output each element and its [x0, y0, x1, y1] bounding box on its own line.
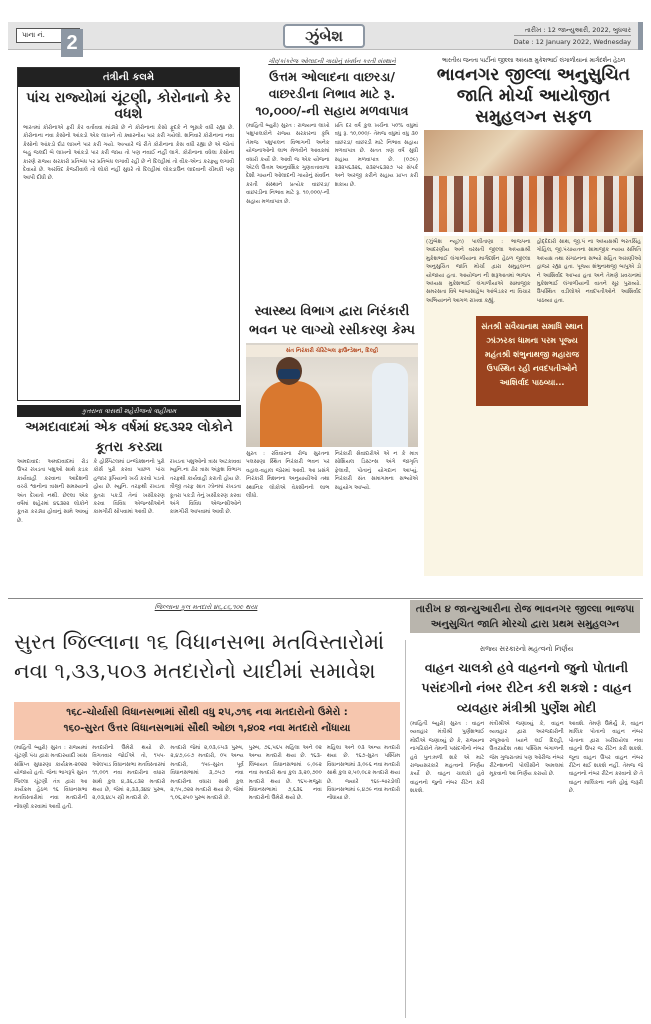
editorial-section-title: તંત્રીની કલમે [18, 68, 239, 87]
column-divider [405, 640, 406, 1018]
bhavnagar-photo [424, 130, 643, 232]
bhavnagar-headline: ભાવનગર જીલ્લા અનુસુચિત જાતિ મોર્ચા આયોજીત સમુહલગ્ન સફળ [436, 65, 631, 127]
dog-body-col1: અમદાવાદ: અમદાવાદમાં રોડ ઉપર રખડતા પશુઓ સાથે કડક કાર્યવાહી કરવાના આદેશની વચ્ચે શ્વાનોના ત્રાસની સમસ્યાનો અંત દેખાતો નથી. છેલ્લા એક વર્ષમાં શહેરમાં ૪૬૩૨૨ લોકોને કૂતરા કરડ્યા હોવાનું સામે આવ્યું છે. [17, 459, 89, 524]
vehicle-body-col1: (માહિતી બ્યુરો) સુરત : વાહન વ્યવહાર મંત્રીશ્રી પુર્ણેશભાઈ મોદીએ જણાવ્યું છે કે, રાજ્યના નાગરિકોને તેમની પસંદગીનો નંબર હવે પુન:મળી શકે એ માટે રાજ્યસરકારે મહત્વનો નિર્ણય કર્યો છે. વાહન ચાલકો હવે વાહનનો જુનો નંબર રીટેન કરી શકશે. [410, 721, 485, 795]
dog-kicker: કુતરાના ત્રાસથી શહેરીજનો ત્રાહીમામ [17, 405, 241, 417]
date-accent-bar [638, 22, 643, 50]
date-gujarati: તારીખ : 12 જાન્યુઆરી, 2022, બુધવાર [514, 25, 631, 36]
newspaper-logo: ઝુંબેશ [283, 24, 365, 48]
date-english: Date : 12 January 2022, Wednesday [513, 38, 631, 46]
dog-body-col2: કે હોસ્પિટલમાં ઇન્જેક્શનનો પુરો કોર્સ પુરો કરવા પાછળ પાંચ હજાર રૂપિયાનો ખર્ચ કરવો પડતો હોય છે. મ્યુનિ. તરફથી રખડતા કૂતરા પકડી તેનાં ખસીકરણ કરવા વિવિધ એજન્સીઓને કામગીરી સોંપવામાં આવી છે. [93, 459, 165, 516]
page-number: 2 [61, 29, 83, 57]
dog-body-col3: રખડતા પશુઓનો ત્રાસ અટકાવવા મ્યુનિ.ના ઢોર ત્રાસ અંકુશ વિભાગ તરફથી કાર્યવાહી કરાતી હોય છે. ત્રીજી તરફ સાત ઝોનમાં રખડતા કૂતરા પકડી તેનું ખસીકરણ કરવા અંગે વિવિધ એજન્સીઓને કામગીરી આપવામાં આવી છે. [169, 459, 241, 516]
surat-subhead-line1: ૧૬૮-ચોર્યાસી વિધાનસભામાં સૌથી વધુ ૨૫,૭૧૬ નવા મતદારોનો ઉમેરો : [66, 707, 348, 718]
surat-voters-body [14, 744, 400, 1014]
cow-body-col2: પ્રતિ દર વર્ષ કુલ ખર્ચના ૫૦% વધુમાં વધુ રૂ. ૧૦,૦૦૦/- તેમજ વધુમાં વધુ ૩૦ વાછરડા/ વાછરડી માટે નિભાવ સહાય મળવાપાત્ર છે. સતત ત્રણ વર્ષ સુધી સહાય મળવાપાત્ર છે. (૦૭૯) ૨૩૨૫૬૩૨૬, ૨૩૨૫૬૩૨૭ પર સંપર્ક અને અરજી કરીને સહાય પ્રાપ્ત કરી શકાય છે. [334, 123, 418, 188]
bhavnagar-kicker: ભારતીય જનતા પાર્ટીનાં જીલ્લા અધ્યક્ષ મુકેશભાઈ લંગાળીયાનાં માર્ગદર્શન હેઠળ [441, 58, 626, 64]
surat-body-col2: મતદારોનો ઉમેરો થયો છે. વિગતવાર જોઈએ તો, ૧૫૫-ઓલપાડ વિધાનસભા મતવિસ્તારમાં ૧૧,૦૦૧ નવા મતદારોના વધારા સાથે કુલ ૪,૩૬,૮૩૨ મતદારો થયા છે, જેમાં ૨,૩૩,૩૪૪ પુરુષ, ૨,૦૩,૪૮૫ સ્ત્રી મતદારો છે. [92, 745, 166, 802]
date-block [514, 25, 631, 47]
vehicle-body-col2: મંત્રીશ્રીએ જણાવ્યું કે, વાહન વ્યવહાર દ્વારા અરજદારોની રજૂઆતો ધ્યાને લઈ દિલ્હી, ઉત્તરપ્રદેશ તથા પશ્ચિમ બંગાળની જેમ ગુજરાતમાં પણ ઓરીજ નંબર રીટેન્શનની પોલીસીને અમલમાં મૂકવાનો આ નિર્ણય કરાયો છે. [489, 721, 564, 778]
cow-headline: ઉત્તમ ઓલાદના વાછરડા/વાછરડીના નિભાવ માટે રૂ. ૧૦,૦૦૦/-ની સહાય મળવાપાત્ર [255, 69, 409, 118]
dog-headline: અમદાવાદમાં એક વર્ષમાં ૪૬૩૨૨ લોકોને કૂતરા કરડ્યા [25, 420, 233, 455]
surat-body-col4: પુરુષ, ૭૬,૫૬૫ મહિલા અને ૦૨ અન્ય મતદારો થયા છે. ૧૬૩-લિંબાયત વિધાનસભામાં ૯,૦૯૨ નવા મતદારો થતા કુલ ૩,૨૦,૭૦૦ મતદારો થયા છે. ૧૬૫-મજુરા વિધાનસભામાં ૭,૬૩૬ નવા મતદારોનો ઉમેરો થયો છે. [248, 745, 322, 802]
vehicle-kicker: રાજ્ય સરકારનો મહત્વનો નિર્ણય [479, 645, 574, 653]
surat-body-col3: મતદારો જેમાં ૨,૦૩,૯૫૩ પુરુષ, ૨,૪૭,૯૯૭ મતદારો, ૦૫ અન્ય મતદારો, ૧૫૯-સુરત પૂર્વ વિધાનસભામાં ૩,૭૫૭ નવા મતદારોના વધારા સાથે કુલ ૨,૧૫,૭૨૨ મતદારો થયા છે, જેમાં ૧,૦૬,૨૫૦ પુરુષ મતદારો છે. [170, 745, 244, 802]
masthead [8, 22, 643, 54]
photo-nurse-figure [372, 363, 408, 447]
page-label: પાના નં. [22, 31, 45, 39]
editorial-body: ભારતમાં કોરોનાએ ફરી કેર વર્તાવવા માંડ્યો છે ને કોરોનાના કેસો ફૂદકે ને ભૂસકે વધી રહ્યા છે. કોરોનાના નવા કેસોનો આંકડો એક લાખને તો ક્યારનોય પાર કરી ગયેલો. શનિવારે કોરોનાના નવા કેસોનો આંકડો દોઢ લાખને પાર કરી ગયો. અત્યારે જે રીતે કોરોનાના કેસ વધી રહ્યા છે એ જોતાં બહુ જલદી બે લાખનો આંકડો પાર કરી જાય તો પણ નવાઈ નહીં લાગે. કોરોનાના વધેલા કેસોના કારણે રાજ્ય સરકારો પ્રતિબંધ પર પ્રતિબંધ લગાવી રહી છે ને દિલ્હીમાં તો વીક-એન્ડ કરફ્યુ લગાવી દેવાયો છે. અરવિંદ કેજરીવાલે તો લોકો નહીં સુધરે તો દિલ્હીમાં લોકડાઉન લાદવાની ચીમકી પણ આપી દીધી છે. [23, 125, 234, 182]
cow-kicker: ગીર/કાંકરેજ ઓલાદની ગાયોનું સંવર્ધન કરતી સંસ્થાને [268, 58, 396, 65]
bhavnagar-body-col2: હોદ્દેદારો સાથ, જી.પં ના અધ્યક્ષશ્રી ભરતસિંહ ગોહિલ, જી.પંચાયતના સામાજીક ન્યાય સમિતિ અધ્યક્ષ તથા સંગઠનના સભ્યો સહિત અગ્રણીઓ હાજર રહ્યા હતા. પૂજ્ય શંભુનાથજી બાપુએ ડો ને આશિર્વાદ આપ્યા હતા અને તેમણે પ્રવચનમાં મુકેશભાઈ લંગાળીયાની વાતને સૂર પુરાવ્યો. ઉપસ્થિત વડીલોએ નવદંપતીઓને આશિર્વાદ પાઠવ્યા હતા. [536, 239, 641, 304]
photo-face-mask [278, 369, 300, 379]
health-body-col1: સુરત : રવિવારના રોજ સુરતના પલસાણા સ્થિત નિરંકારી ભવન પર વહાલ-વહાલ જોરમાં આવી. આ પ્રસંગે નિરંકારી મિશનના અનુયાયીઓ તથા સ્થાનિક લોકોએ વેક્સીનનો લાભ લીધો. [246, 451, 330, 500]
health-body-col2: નિરંકારી સેવાદારોએ એ ન કે માત્ર સોશિયલ ડિસ્ટન્સ અંગે જાગૃતિ ફેલાવી, પોતાનું યોગદાન આપ્યું. નિરંકારી સંત સમાગમના સભ્યોએ સહયોગ આપ્યો. [334, 451, 418, 491]
photo-man-figure [260, 381, 322, 447]
surat-subhead-line2: ૧૬૦-સુરત ઉત્તર વિધાનસભામાં સૌથી ઓછા ૧,૪૦૨ નવા મતદારો નોંધાયા [63, 723, 351, 734]
surat-kicker: જિલ્લાના કુલ મતદારો ૪૬,૮૬,૧૦૯ થયા [154, 603, 258, 611]
editorial-headline: પાંચ રાજ્યોમાં ચૂંટણી, કોરોનાનો કેર વધશે [26, 90, 231, 122]
editorial-article [17, 67, 240, 401]
bhavnagar-callout: સંતશ્રી સવૈયાનાથ સમાધિ સ્થાન ઝાંઝરકા ધામના પરમ પૂજ્ય મહંતશ્રી શંભુનાથજી મહારાજ ઉપસ્થિત રહી નવદંપતીઓને આશિર્વાદ પાઠવ્યા... [476, 316, 588, 406]
bhavnagar-body-col1: (ઝુંબેશ ન્યૂઝ) પાલીતાણા : ભાજપના આદરણીય અને વરસતી જીલ્લા અધ્યક્ષશ્રી મુકેશભાઈ લંગાળીયાના માર્ગદર્શન હેઠળ જીલ્લા અનુસુચિત જાતિ મોર્ચા દ્વારા સમુહલગ્ન યોજાયા હતા. આયોજન ની શરૂઆતમાં ભાજપ અધ્યક્ષ મુકેશભાઈ લંગાળીયાએ સામાજીક સમરસતા વિષે બાબાસાહેબ આંબેડકર ના વિચાર અભિયાનને આગળ રાખવા કહ્યું. [426, 239, 531, 304]
surat-body-col5: મહિલા અને ૦૩ અન્ય મતદારો થયા છે. ૧૬૭-સુરત પશ્ચિમ વિધાનસભામાં ૩,૦૯૬ નવા મતદારો સાથે કુલ ૨,૫૦,૦૮૨ મતદારો થયા છે. જ્યારે ૧૬૯-બારડોલી વિધાનસભામાં ૯,૪૭૯ નવા મતદારો નોંધાયા છે. [326, 745, 401, 802]
photo-crowd [424, 176, 643, 232]
surat-body-col1: (માહિતી બ્યુરો) સુરત : રાજ્યમાં ચૂંટણી પંચ દ્વારા મતદારયાદી ખાસ સંક્ષિપ્ત સુધારણા કાર્યક્રમ-૨૦૨૨ યોજાયો હતો. જેના ભાગરૂપે સુરત જિલ્લા ચૂંટણી તંત્ર દ્વારા આ કાર્યક્રમ હેઠળ ૧૬ વિધાનસભા મતવિસ્તારોમાં નવા મતદારોની નોંધણી કરવામાં આવી હતી. [14, 745, 88, 810]
bhavnagar-banner: તારીખ ૪ જાન્યુઆરીના રોજ ભાવનગર જીલ્લા ભાજપા અનુસુચિત જાતિ મોરચો દ્વારા પ્રથમ સમુહલગ્ન [410, 600, 640, 633]
vehicle-number-article [410, 720, 643, 1014]
health-headline: સ્વાસ્થ્ય વિભાગ દ્વારા નિરંકારી ભવન પર લાગ્યો રસીકરણ કેમ્પ [249, 304, 415, 338]
dog-bite-article [17, 455, 241, 596]
surat-headline [14, 628, 404, 686]
cow-subsidy-article [246, 58, 418, 322]
surat-subheadline [14, 702, 400, 740]
page-number-box [16, 28, 80, 54]
vehicle-body-col3: આવશે. તેમણે ઉમેર્યું કે, વાહન માલિક પોતાનો વાહન નંબર પોતાના દ્વારા ખરીદાયેલા નવા વાહનો ઉપર જ રીટેન કરી શકશે. જૂના વાહન ઉપર વાહન નંબર રીટેન થઈ શકશે નહીં. તેમજ જે વાહનનો નંબર રીટેન કરવાનો છે તે વાહન માલિકના નામે હોવું જરૂરી છે. [568, 721, 643, 795]
surat-headline-line1: સુરત જિલ્લાના ૧૬ વિધાનસભા મતવિસ્તારોમાં [14, 630, 385, 654]
vaccination-camp-article [246, 302, 418, 600]
vehicle-headline: વાહન ચાલકો હવે વાહનનો જુનો પોતાની પસંદગીનો નંબર રીટેન કરી શકશે : વાહન વ્યવહાર મંત્રીશ્રી પુર્ણેશ મોદી [421, 660, 632, 715]
section-divider [8, 598, 643, 599]
cow-body-col1: (માહિતી બ્યુરો) સુરત : રાજ્યના લાખો પશુપાલકોને રાજ્ય સરકારના કૃષિ તેમજ પશુપાલન વિભાગની અનેક યોજનાઓનો લાભ મેળવીને આવકમાં વધારો કર્યો છે. આવી જ એક યોજના એટલે ઉત્તમ આનુવંશિક ગુણવત્તાવાળા દેશી ગાયની ઓલાદની ગાયોનું સંવર્ધન કરતી સંસ્થાને પ્રત્યેક વાછરડા/ વાછરડીના નિભાવ માટે રૂ. ૧૦,૦૦૦/-ની સહાય મળવાપાત્ર છે. [246, 123, 330, 205]
photo-banner-text: સંત નિરંકારી ચેરિટેબલ ફાઉન્ડેશન, દિલ્હી [246, 345, 418, 357]
surat-headline-line2: નવા ૧,૩૩,૫૦૩ મતદારોનો યાદીમાં સમાવેશ [14, 659, 376, 683]
vaccination-photo [246, 343, 418, 447]
